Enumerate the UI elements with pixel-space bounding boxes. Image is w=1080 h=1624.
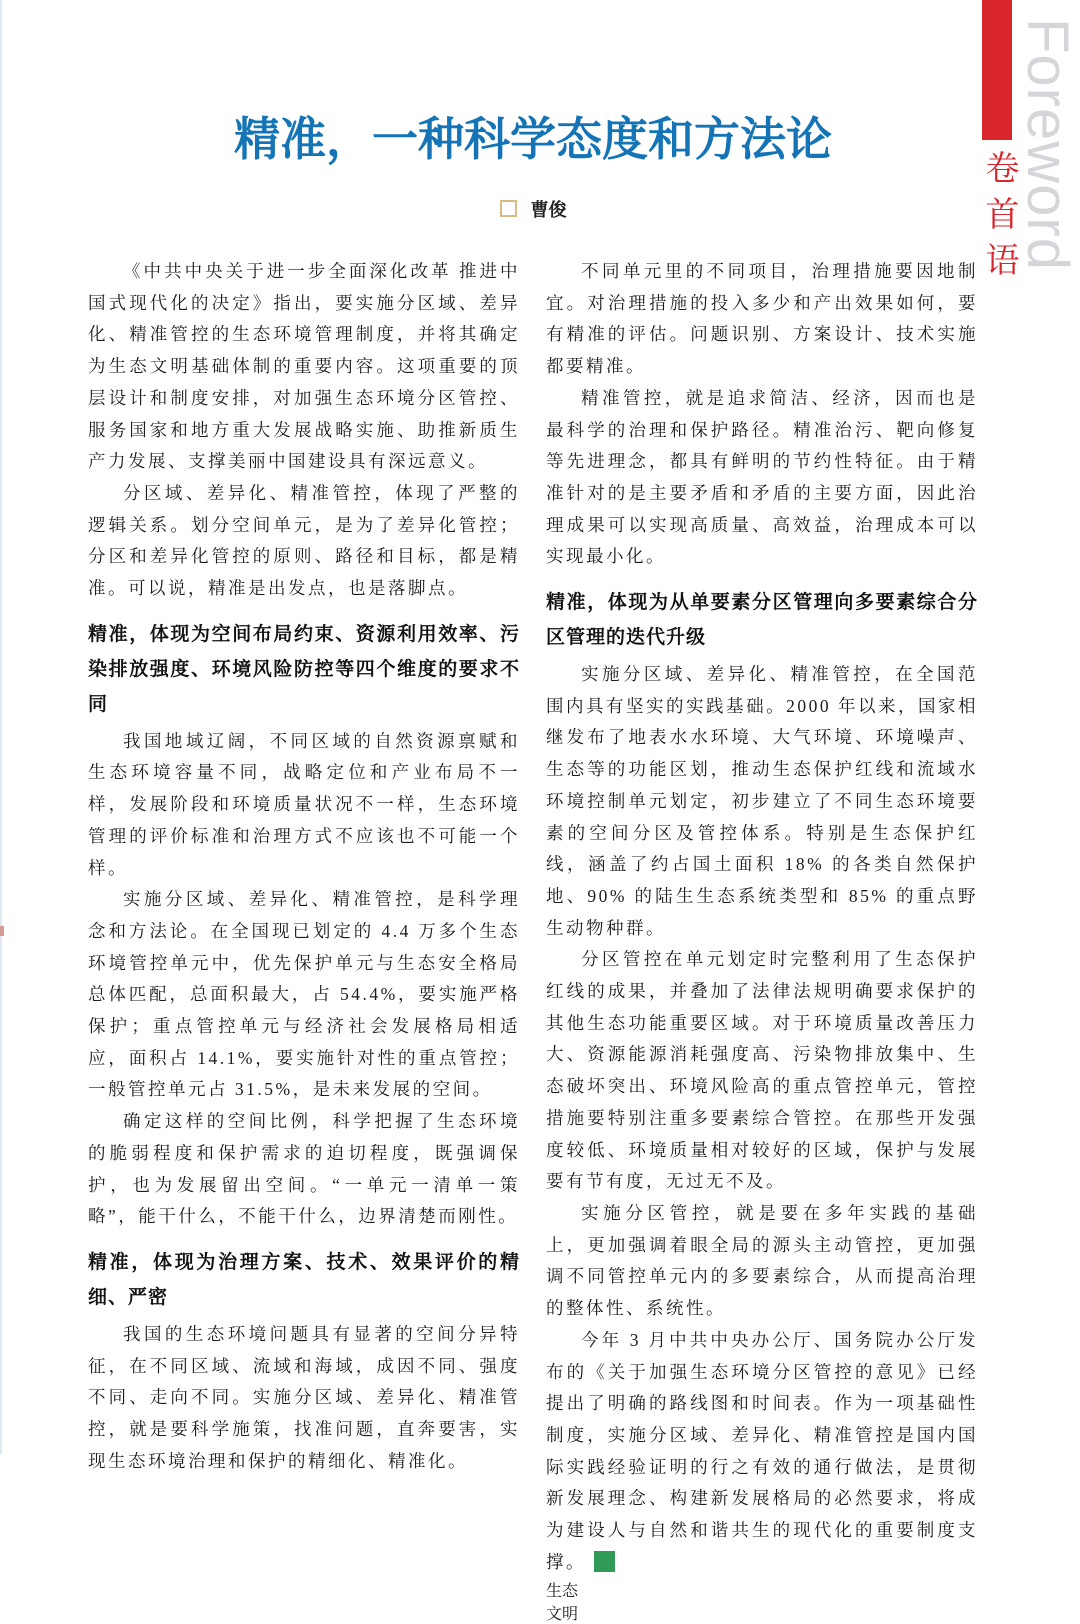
- paragraph: 实施分区域、差异化、精准管控，在全国范围内具有坚实的实践基础。2000 年以来，国家相继发布了地表水水环境、大气环境、环境噪声、生态等的功能区划，推动生态保护红线和流域水环境控制单元划定，初步建立了不同生态环境要素的空间分区及管控体系。特别是生态保护红线，涵盖了约占国土面积 18% 的各类自然保护地、90% 的陆生生态系统类型和 85% 的重点野生动物种群。: [546, 664, 978, 938]
- section-heading: 精准，体现为空间布局约束、资源利用效率、污染排放强度、环境风险防控等四个维度的要求不同: [88, 623, 520, 715]
- paragraph: 实施分区管控，就是要在多年实践的基础上，更加强调着眼全局的源头主动管控，更加强调不同管控单元内的多要素综合，从而提高治理的整体性、系统性。: [546, 1202, 978, 1319]
- page-edge-tick: [0, 926, 4, 936]
- page-edge-line: [0, 0, 2, 1454]
- paragraph: 分区管控在单元划定时完整利用了生态保护红线的成果，并叠加了法律法规明确要求保护的其他生态功能重要区域。对于环境质量改善压力大、资源能源消耗强度高、污染物排放集中、生态破坏突出、环境风险高的重点管控单元，管控措施要特别注重多要素综合管控。在那些开发强度较低、环境质量相对较好的区域，保护与发展要有节有度，无过无不及。: [546, 949, 978, 1192]
- page-title: 精准，一种科学态度和方法论: [234, 114, 832, 165]
- paragraph: 不同单元里的不同项目，治理措施要因地制宜。对治理措施的投入多少和产出效果如何，要有精准的评估。问题识别、方案设计、技术实施都要精准。: [546, 261, 978, 377]
- closing-paragraph: [546, 1325, 978, 1579]
- magazine-end-mark-icon: [594, 1551, 615, 1572]
- right-column: 不同单元里的不同项目，治理措施要因地制宜。对治理措施的投入多少和产出效果如何，要有精准的评估。问题识别、方案设计、技术实施都要精准。 精准管控，就是追求简洁、经济，因而也是最科学的治理和保护路径。精准治污、靶向修复等先进理念，都具有鲜明的节约性特征。由于精准针对的是主要矛盾和矛盾的主要方面，因此治理成果可以实现高质量、高效益，治理成本可以实现最小化。 精准，体现为从单要素分区管理向多要素综合分区管理的迭代升级 实施分区域、差异化、精准管控，在全国范围内具有坚实的实践基础。2000 年以来，国家相继发布了地表水水环境、大气环境、环境噪声、生态等的功能区划，推动生态保护红线和流域水环境控制单元划定，初步建立了不同生态环境要素的空间分区及管控体系。特别是生态保护红线，涵盖了约占国土面积 18% 的各类自然保护地、90% 的陆生生态系统类型和 85% 的重点野生动物种群。 分区管控在单元划定时完整利用了生态保护红线的成果，并叠加了法律法规明确要求保护的其他生态功能重要区域。对于环境质量改善压力大、资源能源消耗强度高、污染物排放集中、生态破坏突出、环境风险高的重点管控单元，管控措施要特别注重多要素综合管控。在那些开发强度较低、环境质量相对较好的区域，保护与发展要有节有度，无过无不及。 实施分区管控，就是要在多年实践的基础上，更加强调着眼全局的源头主动管控，更加强调不同管控单元内的多要素综合，从而提高治理的整体性、系统性。 今年 3 月中共中央办公厅、国务院办公厅发布的《关于加强生态环境分区管控的意见》已经提出了明确的路线图和时间表。作为一项基础性制度，实施分区域、差异化、精准管控是国内国际实践经验证明的行之有效的通行做法，是贯彻新发展理念、构建新发展格局的必然要求，将成为建设人与自然和谐共生的现代化的重要制度支撑。 生态 文明: [546, 256, 978, 1624]
- left-column: [88, 256, 520, 1624]
- paragraph-text: 今年 3 月中共中央办公厅、国务院办公厅发布的《关于加强生态环境分区管控的意见》已经提出了明确的路线图和时间表。作为一项基础性制度，实施分区域、差异化、精准管控是国内国际实践经验证明的行之有效的通行做法，是贯彻新发展理念、构建新发展格局的必然要求，将成为建设人与自然和谐共生的现代化的重要制度支撑。: [546, 1329, 978, 1572]
- paragraph: 《中共中央关于进一步全面深化改革 推进中国式现代化的决定》指出，要实施分区域、差异化、精准管控的生态环境管理制度，并将其确定为生态文明基础体制的重要内容。这项重要的顶层设计和制度安排，对加强生态环境分区管控、服务国家和地方重大发展战略实施、助推新质生产力发展、支撑美丽中国建设具有深远意义。: [88, 261, 520, 472]
- corner-red-bar: [982, 0, 1012, 140]
- foreword-chinese-vertical-label: 卷首语: [980, 150, 1018, 288]
- article: [88, 0, 978, 1624]
- paragraph: 实施分区域、差异化、精准管控，是科学理念和方法论。在全国现已划定的 4.4 万多个生态环境管控单元中，优先保护单元与生态安全格局总体匹配，总面积最大，占 54.4%，要实施严格保护；重点管控单元与经济社会发展格局相适应，面积占 14.1%，要实施针对性的重点管控；一般管控单元占 31.5%，是未来发展的空间。: [88, 889, 520, 1100]
- section-heading: 精准，体现为治理方案、技术、效果评价的精细、严密: [88, 1251, 520, 1308]
- section-heading: 精准，体现为从单要素分区管理向多要素综合分区管理的迭代升级: [546, 592, 978, 649]
- author-line: [88, 196, 978, 222]
- paragraph: 我国的生态环境问题具有显著的空间分异特征，在不同区域、流域和海域，成因不同、强度不同、走向不同。实施分区域、差异化、精准管控，就是要科学施策，找准问题，直奔要害，实现生态环境治理和保护的精细化、精准化。: [88, 1323, 520, 1471]
- paragraph: 精准管控，就是追求简洁、经济，因而也是最科学的治理和保护路径。精准治污、靶向修复等先进理念，都具有鲜明的节约性特征。由于精准针对的是主要矛盾和矛盾的主要方面，因此治理成果可以实现高质量、高效益，治理成本可以实现最小化。: [546, 387, 978, 567]
- paragraph: 我国地域辽阔，不同区域的自然资源禀赋和生态环境容量不同，战略定位和产业布局不一样，发展阶段和环境质量状况不一样，生态环境管理的评价标准和治理方式不应该也不可能一个样。: [88, 730, 520, 878]
- two-column-text: [88, 256, 978, 1624]
- author-name: 曹俊: [530, 200, 567, 220]
- paragraph: 分区域、差异化、精准管控，体现了严整的逻辑关系。划分空间单元，是为了差异化管控；分区和差异化管控的原则、路径和目标，都是精准。可以说，精准是出发点，也是落脚点。: [88, 482, 520, 599]
- author-marker-square-icon: [500, 200, 517, 217]
- foreword-english-vertical-label: Foreword: [1015, 18, 1080, 271]
- paragraph: 确定这样的空间比例，科学把握了生态环境的脆弱程度和保护需求的迫切程度，既强调保护，也为发展留出空间。“一单元一清单一策略”，能干什么，不能干什么，边界清楚而刚性。: [88, 1111, 520, 1227]
